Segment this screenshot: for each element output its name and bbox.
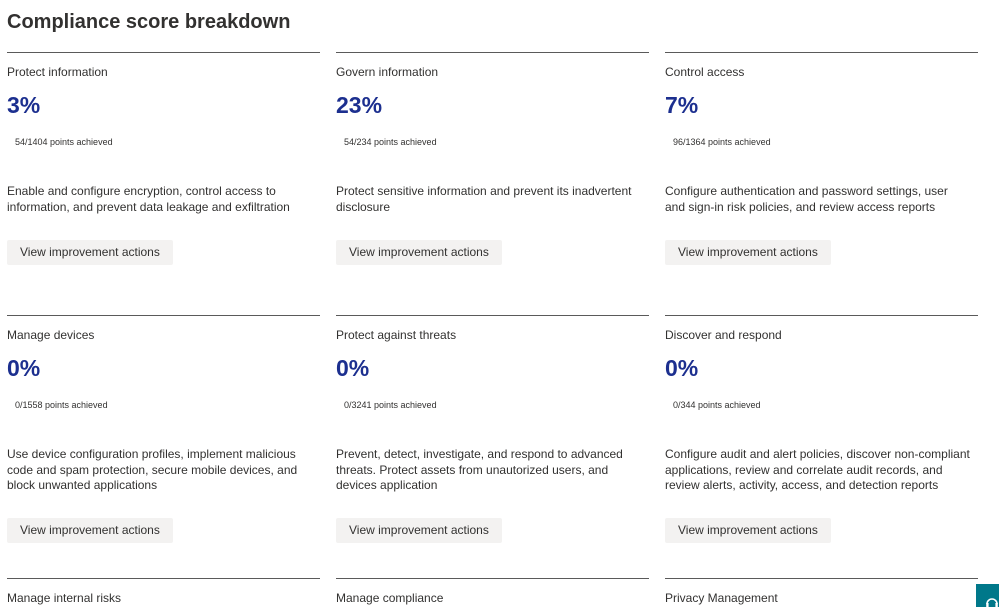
card-title: Govern information xyxy=(336,65,439,79)
card-title: Protect information xyxy=(7,65,108,79)
card-score: 0% xyxy=(7,355,41,381)
card-score: 0% xyxy=(336,355,370,381)
card-protect-information xyxy=(7,52,320,273)
card-title: Manage devices xyxy=(7,328,95,342)
card-score: 0% xyxy=(665,355,699,381)
card-points: 54/234 points achieved xyxy=(344,137,437,147)
card-title: Manage compliance xyxy=(336,591,444,605)
page-title: Compliance score breakdown xyxy=(7,11,291,33)
help-button[interactable] xyxy=(976,584,999,607)
view-improvement-actions-button[interactable]: View improvement actions xyxy=(7,240,173,265)
card-points: 0/1558 points achieved xyxy=(15,400,108,410)
card-control-access xyxy=(665,52,978,273)
card-manage-internal-risks xyxy=(7,578,320,607)
card-discover-and-respond xyxy=(665,315,978,551)
card-description: Prevent, detect, investigate, and respond to advanced threats. Protect assets from unautorized users, and devices application xyxy=(336,447,623,492)
card-description: Protect sensitive information and prevent its inadvertent disclosure xyxy=(336,184,632,214)
card-points: 54/1404 points achieved xyxy=(15,137,113,147)
card-manage-compliance xyxy=(336,578,649,607)
card-points: 0/3241 points achieved xyxy=(344,400,437,410)
view-improvement-actions-button[interactable]: View improvement actions xyxy=(665,518,831,543)
card-points: 96/1364 points achieved xyxy=(673,137,771,147)
card-title: Control access xyxy=(665,65,745,79)
view-improvement-actions-button[interactable]: View improvement actions xyxy=(7,518,173,543)
card-score: 23% xyxy=(336,92,383,118)
card-description: Configure audit and alert policies, discover non-compliant applications, review and correlate audit records, and review alerts, activity, access, and detection reports xyxy=(665,447,970,492)
view-improvement-actions-button[interactable]: View improvement actions xyxy=(336,518,502,543)
card-score: 7% xyxy=(665,92,699,118)
view-improvement-actions-button[interactable]: View improvement actions xyxy=(336,240,502,265)
card-description: Enable and configure encryption, control access to information, and prevent data leakage and exfiltration xyxy=(7,184,290,214)
card-title: Discover and respond xyxy=(665,328,782,342)
card-description: Use device configuration profiles, implement malicious code and spam protection, secure mobile devices, and block unwanted applications xyxy=(7,447,298,492)
card-score: 3% xyxy=(7,92,41,118)
card-manage-devices xyxy=(7,315,320,551)
card-govern-information xyxy=(336,52,649,273)
view-improvement-actions-button[interactable]: View improvement actions xyxy=(665,240,831,265)
card-description: Configure authentication and password settings, user and sign-in risk policies, and review access reports xyxy=(665,184,948,214)
card-title: Protect against threats xyxy=(336,328,457,342)
card-privacy-management xyxy=(665,578,978,607)
card-points: 0/344 points achieved xyxy=(673,400,761,410)
card-title: Privacy Management xyxy=(665,591,778,605)
help-icon xyxy=(976,584,999,607)
card-title: Manage internal risks xyxy=(7,591,122,605)
card-protect-against-threats xyxy=(336,315,649,551)
